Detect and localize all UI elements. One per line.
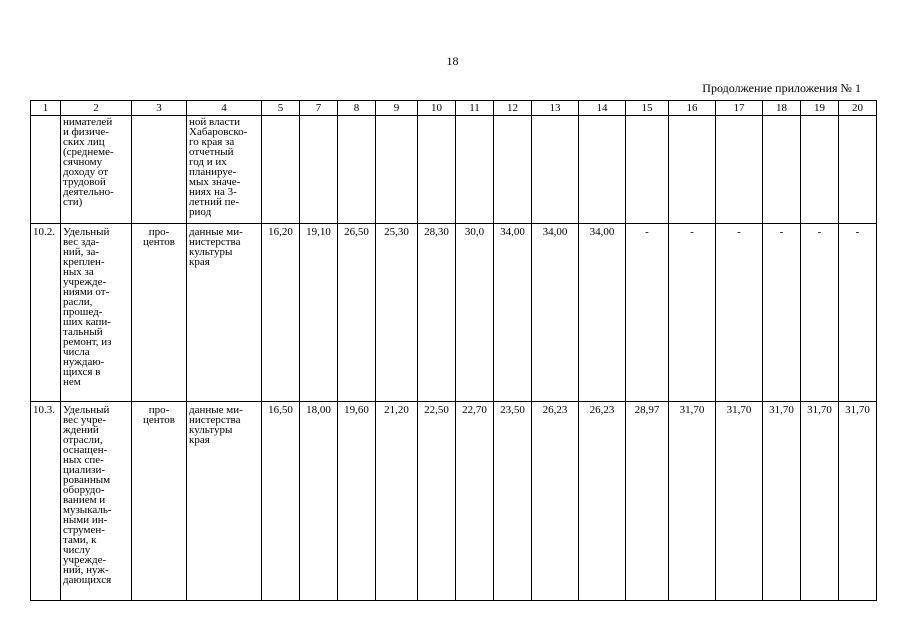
header-cell: 4 <box>187 101 262 116</box>
header-cell: 5 <box>262 101 300 116</box>
value-cell: 31,70 <box>839 402 877 601</box>
value-cell: 22,70 <box>456 402 494 601</box>
indicator-name: нимателей и физиче- ских лиц (среднеме- сячному доходу от трудовой деятельно- сти) <box>61 116 132 224</box>
table-row <box>31 224 877 402</box>
value-cell: 26,50 <box>338 224 376 402</box>
data-source: данные ми- нистерства культуры края <box>187 402 262 601</box>
table-header-row <box>31 101 877 116</box>
value-cell: 31,70 <box>801 402 839 601</box>
value-cell: 26,23 <box>532 402 579 601</box>
value-cell: 30,0 <box>456 224 494 402</box>
data-source: данные ми- нистерства культуры края <box>187 224 262 402</box>
header-cell: 11 <box>456 101 494 116</box>
value-cell: 23,50 <box>494 402 532 601</box>
value-cell: 22,50 <box>418 402 456 601</box>
value-cell: 18,00 <box>300 402 338 601</box>
value-cell <box>376 116 418 224</box>
value-cell: 34,00 <box>532 224 579 402</box>
indicator-units: про- центов <box>132 224 187 402</box>
header-cell: 16 <box>669 101 716 116</box>
value-cell <box>532 116 579 224</box>
value-cell: 19,60 <box>338 402 376 601</box>
header-cell: 13 <box>532 101 579 116</box>
value-cell <box>300 116 338 224</box>
value-cell: 21,20 <box>376 402 418 601</box>
value-cell: - <box>716 224 763 402</box>
indicator-units: про- центов <box>132 402 187 601</box>
value-cell: 25,30 <box>376 224 418 402</box>
value-cell: 31,70 <box>669 402 716 601</box>
header-cell: 14 <box>579 101 626 116</box>
indicator-units <box>132 116 187 224</box>
indicator-name: Удельный вес зда- ний, за- креплен- ных за учрежде- ниями от- расли, прошед- ших капи- тальный ремонт, из числа нуждаю- щихся в нем <box>61 224 132 402</box>
header-cell: 18 <box>763 101 801 116</box>
row-code <box>31 116 61 224</box>
row-code: 10.3. <box>31 402 61 601</box>
value-cell <box>716 116 763 224</box>
header-cell: 15 <box>626 101 669 116</box>
value-cell: 16,50 <box>262 402 300 601</box>
value-cell <box>626 116 669 224</box>
value-cell: 28,30 <box>418 224 456 402</box>
value-cell <box>669 116 716 224</box>
header-cell: 17 <box>716 101 763 116</box>
value-cell <box>338 116 376 224</box>
header-cell: 3 <box>132 101 187 116</box>
value-cell: 28,97 <box>626 402 669 601</box>
value-cell: 34,00 <box>579 224 626 402</box>
value-cell: 31,70 <box>716 402 763 601</box>
header-cell: 8 <box>338 101 376 116</box>
value-cell: - <box>626 224 669 402</box>
value-cell: 26,23 <box>579 402 626 601</box>
header-cell: 20 <box>839 101 877 116</box>
header-cell: 10 <box>418 101 456 116</box>
value-cell: - <box>763 224 801 402</box>
table-row <box>31 116 877 224</box>
header-cell: 7 <box>300 101 338 116</box>
value-cell <box>839 116 877 224</box>
value-cell <box>494 116 532 224</box>
indicators-table <box>30 100 877 601</box>
value-cell: 34,00 <box>494 224 532 402</box>
value-cell: - <box>801 224 839 402</box>
value-cell: 31,70 <box>763 402 801 601</box>
value-cell: - <box>839 224 877 402</box>
row-code: 10.2. <box>31 224 61 402</box>
value-cell <box>763 116 801 224</box>
page-number: 18 <box>446 54 459 68</box>
value-cell: 16,20 <box>262 224 300 402</box>
indicator-name: Удельный вес учре- ждений отрасли, оснащен- ных спе- циализи- рованным оборудо- ванием и музыкаль- ными ин- струмен- тами, к числу учрежде- ний, нуж- дающихся <box>61 402 132 601</box>
continuation-label: Продолжение приложения № 1 <box>702 81 861 95</box>
value-cell <box>418 116 456 224</box>
value-cell <box>456 116 494 224</box>
header-cell: 1 <box>31 101 61 116</box>
header-cell: 12 <box>494 101 532 116</box>
value-cell: - <box>669 224 716 402</box>
header-cell: 2 <box>61 101 132 116</box>
value-cell <box>579 116 626 224</box>
value-cell: 19,10 <box>300 224 338 402</box>
header-cell: 19 <box>801 101 839 116</box>
header-cell: 9 <box>376 101 418 116</box>
value-cell <box>262 116 300 224</box>
value-cell <box>801 116 839 224</box>
table-row <box>31 402 877 601</box>
data-source: ной власти Хабаровско- го края за отчетный год и их планируе- мых значе- ниях на 3- летний пе- риод <box>187 116 262 224</box>
